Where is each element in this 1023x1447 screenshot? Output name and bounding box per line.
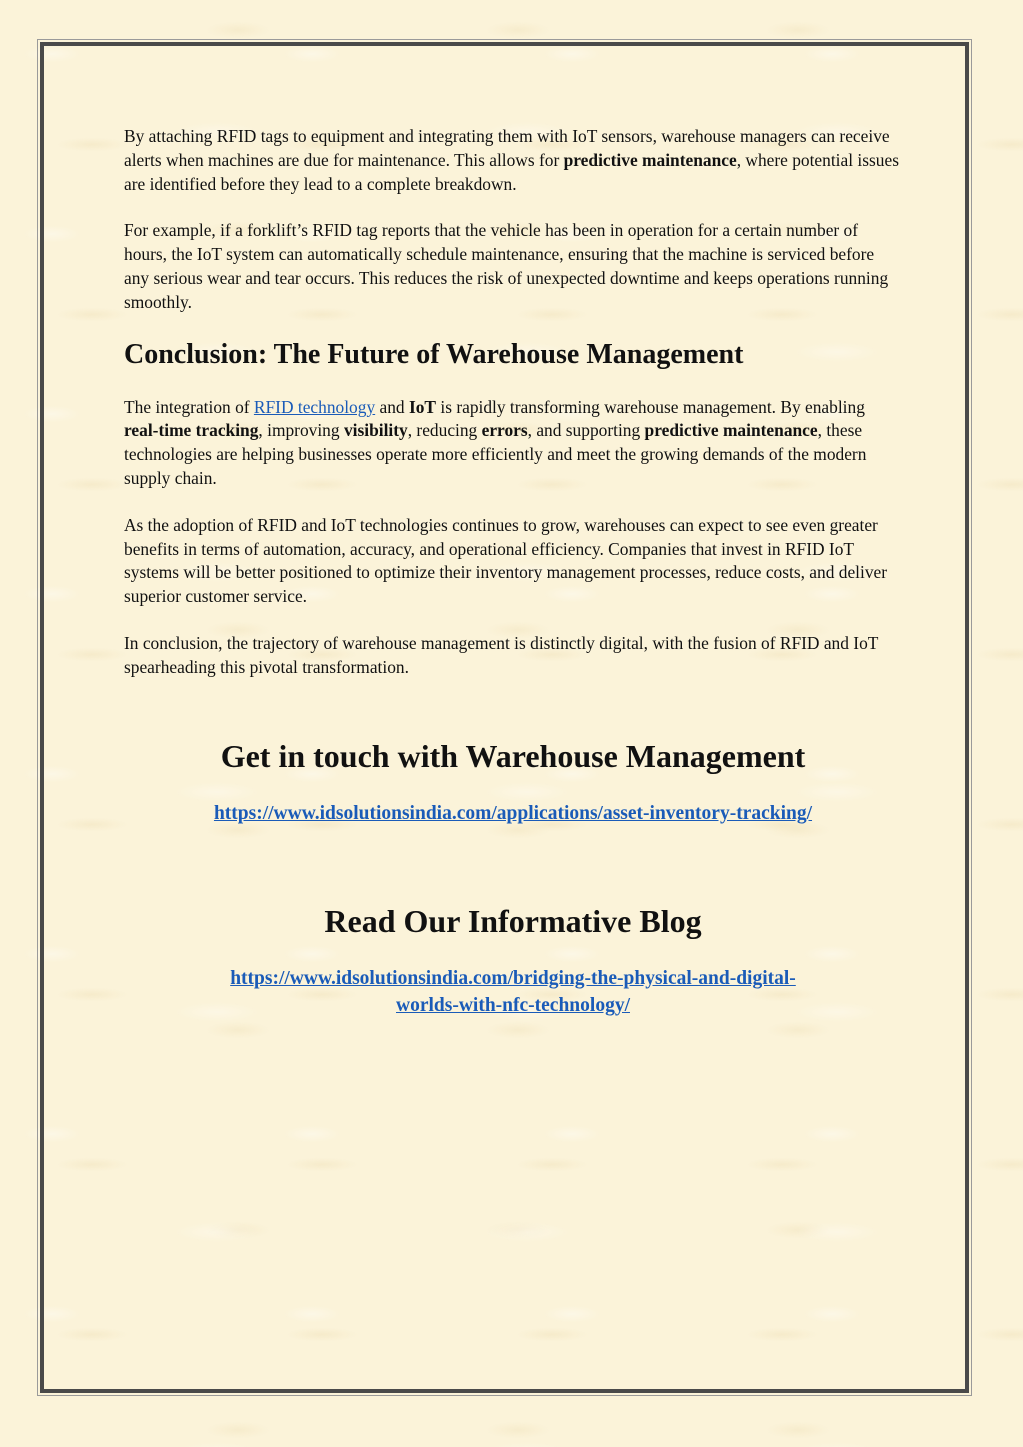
paragraph-text: , where potential issues are identified before they lead to a complete breakdown. (124, 149, 899, 194)
blog-url-line-1[interactable]: https://www.idsolutionsindia.com/bridging-the-physical-and-digital- (230, 967, 796, 989)
rfid-technology-link[interactable]: RFID technology (253, 396, 376, 417)
bold-term: real-time tracking (124, 420, 259, 441)
bold-term: visibility (343, 420, 408, 441)
paragraph-text: , improving (258, 420, 344, 441)
paragraph-closing: In conclusion, the trajectory of warehouse management is distinctly digital, with the fusion of RFID and IoT spearheading this pivotal transformation. (124, 632, 879, 677)
blog-url-link[interactable] (124, 965, 902, 1019)
paragraph-adoption: As the adoption of RFID and IoT technologies continues to grow, warehouses can expect to see even greater benefits in terms of automation, accuracy, and operational efficiency. Companies that invest in RFID IoT systems will be better positioned to optimize their inventory management processes, reduce costs, and deliver superior customer service. (124, 514, 888, 607)
paragraph-integration (124, 396, 902, 491)
document-content (124, 125, 902, 1019)
bold-term: predictive maintenance (644, 420, 818, 441)
bold-term: predictive maintenance (563, 149, 737, 170)
paragraph-text: By attaching RFID tags to equipment and integrating them with IoT sensors, warehouse managers can receive alerts when machines are due for maintenance. This allows for (124, 126, 890, 170)
bold-term: errors (481, 420, 528, 441)
paragraph-text: , reducing (407, 420, 482, 441)
blog-heading: Read Our Informative Blog (324, 902, 702, 939)
paragraph-text: is rapidly transforming warehouse management. By enabling (436, 396, 865, 417)
paragraph-forklift-example: For example, if a forklift’s RFID tag reports that the vehicle has been in operation for a certain number of hours, the IoT system can automatically schedule maintenance, ensuring that the machine is serviced before any serious wear and tear occurs. This reduces the risk of unexpected downtime and keeps operations running smoothly. (124, 220, 889, 312)
bold-term: IoT (408, 396, 437, 417)
paragraph-text: , these technologies are helping businesses operate more efficiently and meet the growing demands of the modern supply chain. (124, 420, 867, 488)
paragraph-text: The integration of (124, 396, 254, 417)
contact-url-link[interactable]: https://www.idsolutionsindia.com/applications/asset-inventory-tracking/ (213, 802, 813, 824)
paragraph-text: and (375, 396, 409, 417)
contact-section (124, 736, 902, 827)
blog-section (124, 901, 902, 1019)
conclusion-heading: Conclusion: The Future of Warehouse Management (124, 338, 744, 370)
blog-url-line-2[interactable]: worlds-with-nfc-technology/ (396, 994, 630, 1016)
paragraph-rfid-maintenance (124, 125, 902, 196)
contact-heading: Get in touch with Warehouse Management (220, 737, 806, 774)
paragraph-text: , and supporting (527, 420, 645, 441)
